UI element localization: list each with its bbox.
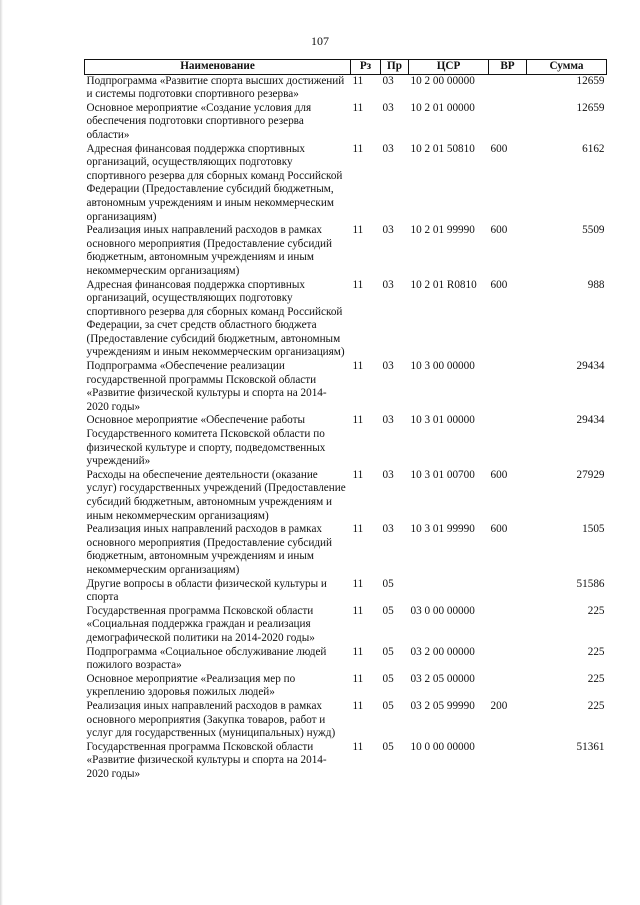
table-row <box>85 74 607 102</box>
cell-pr: 03 <box>382 360 394 373</box>
cell-sum: 12659 <box>576 101 605 114</box>
cell-rz: 11 <box>352 672 364 685</box>
cell-sum: 225 <box>587 645 605 658</box>
table-row <box>85 102 607 143</box>
cell-rz: 11 <box>352 101 364 114</box>
cell-name: Основное мероприятие «Реализация мер по укреплению здоровья пожилых людей» <box>86 672 296 699</box>
cell-rz: 11 <box>352 740 364 753</box>
cell-csr: 10 2 01 00000 <box>410 101 475 114</box>
cell-pr: 05 <box>382 740 394 753</box>
scan-edge <box>0 0 3 905</box>
cell-vr: 600 <box>490 278 508 291</box>
cell-vr <box>489 646 527 673</box>
table-row <box>85 700 607 741</box>
cell-rz: 11 <box>352 523 364 536</box>
cell-csr: 10 2 01 99990 <box>410 224 475 237</box>
cell-name: Подпрограмма «Обеспечение реализации государственной программы Псковской области «Развитие физической культуры и спорта на 2014-2020 годы» <box>86 360 327 413</box>
cell-csr <box>409 578 489 605</box>
cell-rz: 11 <box>352 645 364 658</box>
page-number: 107 <box>311 34 329 48</box>
cell-sum: 51586 <box>576 577 605 590</box>
cell-name: Реализация иных направлений расходов в рамках основного мероприятия (Предоставление субсидий бюджетным, автономным учреждениям и иным некоммерческим организациям) <box>86 523 332 576</box>
cell-pr: 05 <box>382 699 394 712</box>
cell-vr: 600 <box>490 224 508 237</box>
cell-sum: 225 <box>587 672 605 685</box>
cell-pr: 03 <box>382 224 394 237</box>
table-row <box>85 741 607 782</box>
cell-name: Подпрограмма «Развитие спорта высших достижений и системы подготовки спортивного резерва» <box>86 74 345 101</box>
header-sum: Сумма <box>527 60 607 75</box>
cell-pr: 05 <box>382 577 394 590</box>
cell-name: Адресная финансовая поддержка спортивных организаций, осуществляющих подготовку спортивного резерва для сборных команд Российской Федерации (Предоставление субсидий бюджетным, автономным учреждениям и иным некоммерческим организациям) <box>86 142 343 223</box>
cell-csr: 03 2 00 00000 <box>410 645 475 658</box>
cell-sum: 27929 <box>576 468 605 481</box>
cell-pr: 05 <box>382 672 394 685</box>
cell-name: Реализация иных направлений расходов в рамках основного мероприятия (Предоставление субсидий бюджетным, автономным учреждениям и иным некоммерческим организациям) <box>86 224 332 277</box>
cell-name: Основное мероприятие «Обеспечение работы Государственного комитета Псковской области по физической культуре и спорту, подведомственных учреждений» <box>86 414 326 468</box>
cell-csr: 10 2 01 R0810 <box>410 278 477 291</box>
cell-csr: 03 2 05 99990 <box>410 699 475 712</box>
table-row <box>85 673 607 700</box>
cell-pr: 03 <box>382 142 394 155</box>
cell-name: Основное мероприятие «Создание условия для обеспечения подготовки спортивного резерва области» <box>86 101 312 141</box>
header-vr: ВР <box>489 60 527 75</box>
cell-rz: 11 <box>352 142 364 155</box>
cell-name: Другие вопросы в области физической культуры и спорта <box>86 577 327 604</box>
cell-pr: 05 <box>382 604 394 617</box>
cell-vr <box>489 741 527 782</box>
cell-vr <box>489 578 527 605</box>
cell-name: Государственная программа Псковской области «Социальная поддержка граждан и реализация демографической политики на 2014-2020 годы» <box>86 604 315 644</box>
cell-rz: 11 <box>352 604 364 617</box>
cell-rz: 11 <box>352 699 364 712</box>
table-row <box>85 414 607 468</box>
cell-pr: 03 <box>382 101 394 114</box>
cell-name: Реализация иных направлений расходов в рамках основного мероприятия (Закупка товаров, работ и услуг для государственных (муниципальных) нужд) <box>86 699 336 740</box>
cell-csr: 10 2 01 50810 <box>410 142 475 155</box>
cell-sum: 6162 <box>582 142 605 155</box>
cell-csr: 10 3 00 00000 <box>410 360 475 373</box>
cell-sum: 5509 <box>582 224 605 237</box>
cell-pr: 05 <box>382 645 394 658</box>
cell-sum: 1505 <box>582 523 605 536</box>
cell-csr: 10 3 01 00700 <box>410 468 475 481</box>
cell-csr: 03 2 05 00000 <box>410 672 475 685</box>
cell-rz: 11 <box>352 224 364 237</box>
header-rz: Рз <box>351 60 381 75</box>
cell-sum: 225 <box>587 699 605 712</box>
cell-pr: 03 <box>382 468 394 481</box>
cell-name: Подпрограмма «Социальное обслуживание людей пожилого возраста» <box>86 645 327 672</box>
table-row <box>85 578 607 605</box>
cell-pr: 03 <box>382 523 394 536</box>
cell-vr: 600 <box>490 523 508 536</box>
cell-vr <box>489 673 527 700</box>
header-csr: ЦСР <box>409 60 489 75</box>
cell-sum: 29434 <box>576 360 605 373</box>
cell-csr: 10 2 00 00000 <box>410 74 475 87</box>
cell-rz: 11 <box>352 360 364 373</box>
table-row <box>85 605 607 646</box>
budget-table <box>84 59 607 781</box>
cell-rz: 11 <box>352 414 364 427</box>
cell-vr <box>489 414 527 468</box>
cell-pr: 03 <box>382 74 394 87</box>
cell-sum: 12659 <box>576 74 605 87</box>
cell-rz: 11 <box>352 468 364 481</box>
cell-rz: 11 <box>352 74 364 87</box>
cell-name: Расходы на обеспечение деятельности (оказание услуг) государственных учреждений (Предоставление субсидий бюджетным, автономным учреждениям и иным некоммерческим организациям) <box>86 468 346 522</box>
table-row <box>85 646 607 673</box>
table-row <box>85 469 607 523</box>
cell-pr: 03 <box>382 278 394 291</box>
table-row <box>85 360 607 414</box>
header-name: Наименование <box>85 60 351 75</box>
table-row <box>85 523 607 577</box>
cell-rz: 11 <box>352 577 364 590</box>
cell-vr <box>489 102 527 143</box>
table-row <box>85 143 607 225</box>
cell-name: Государственная программа Псковской области «Развитие физической культуры и спорта на 2014-2020 годы» <box>86 740 327 780</box>
cell-vr <box>489 360 527 414</box>
cell-rz: 11 <box>352 278 364 291</box>
cell-vr: 600 <box>490 468 508 481</box>
cell-vr <box>489 605 527 646</box>
cell-csr: 10 3 01 00000 <box>410 414 475 427</box>
table-row <box>85 224 607 278</box>
cell-csr: 10 3 01 99990 <box>410 523 475 536</box>
header-pr: Пр <box>381 60 409 75</box>
cell-csr: 03 0 00 00000 <box>410 604 475 617</box>
cell-vr <box>489 74 527 102</box>
cell-name: Адресная финансовая поддержка спортивных организаций, осуществляющих подготовку спортивного резерва для сборных команд Российской Федерации, за счет средств областного бюджета (Предоставление субсидий бюджетным, автономным учреждениям и иным некоммерческим организациям) <box>86 278 345 359</box>
cell-sum: 29434 <box>576 414 605 427</box>
cell-csr: 10 0 00 00000 <box>410 740 475 753</box>
cell-sum: 988 <box>587 278 605 291</box>
table-row <box>85 279 607 361</box>
cell-pr: 03 <box>382 414 394 427</box>
cell-sum: 225 <box>587 604 605 617</box>
cell-sum: 51361 <box>576 740 605 753</box>
table-header-row <box>85 60 607 75</box>
cell-vr: 600 <box>490 142 508 155</box>
cell-vr: 200 <box>490 699 508 712</box>
